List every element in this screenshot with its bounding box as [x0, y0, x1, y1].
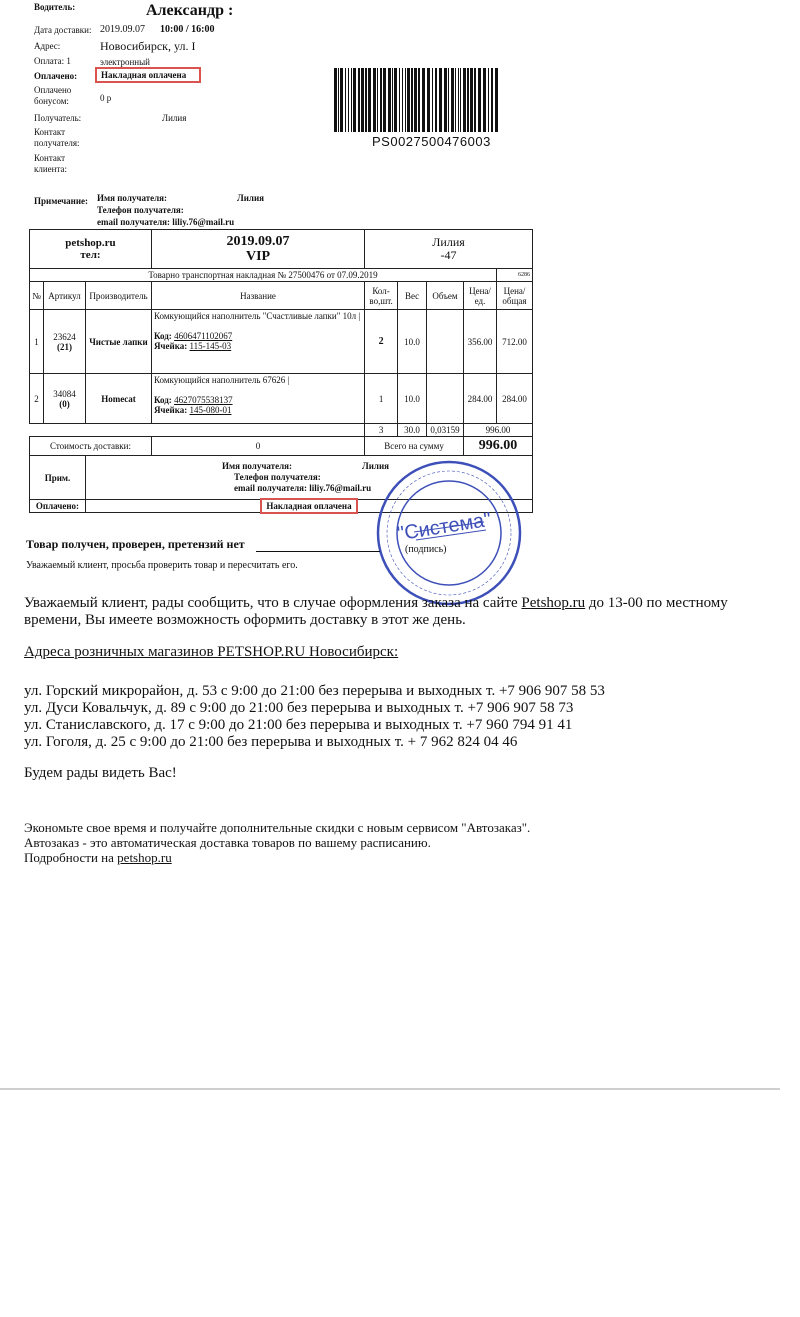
barcode-bar: [478, 68, 481, 132]
bonus-value: 0 р: [100, 93, 112, 103]
col-weight: Вес: [398, 282, 427, 310]
product-code: 4606471102067: [174, 331, 233, 341]
shop-name: petshop.ru: [65, 237, 116, 249]
barcode-bar: [418, 68, 420, 132]
col-qty: Кол-во,шт.: [365, 282, 398, 310]
store-line: ул. Станиславского, д. 17 с 9:00 до 21:00 без перерыва и выходных т. +7 960 794 91 41: [24, 717, 573, 733]
barcode-bar: [455, 68, 456, 132]
contact-recipient-label-2: получателя:: [34, 138, 80, 148]
contact-client-label-2: клиента:: [34, 164, 68, 174]
row-producer: Чистые лапки: [85, 310, 151, 374]
sum-label: Всего на сумму: [365, 437, 464, 456]
waybill-title: Товарно транспортная накладная № 27500476 от 07.09.2019: [30, 269, 497, 282]
barcode-bar: [394, 68, 397, 132]
article-code: 34084: [53, 388, 76, 399]
barcode-bar: [340, 68, 343, 132]
article-code: 23624: [53, 331, 76, 342]
delivery-time: 10:00 / 16:00: [160, 24, 215, 35]
barcode-bar: [334, 68, 337, 132]
delivery-date: 2019.09.07: [100, 24, 145, 35]
table-paid-label: Оплачено:: [30, 500, 86, 513]
barcode-bar: [405, 68, 406, 132]
barcode-bar: [435, 68, 437, 132]
note-name-label: Имя получателя:: [97, 193, 168, 203]
invoice-date-cell: [151, 230, 364, 269]
totals-qty: 3: [365, 424, 398, 437]
barcode-bar: [460, 68, 461, 132]
barcode-bar: [495, 68, 498, 132]
row-name: [151, 310, 364, 374]
row-weight: 10.0: [398, 374, 427, 424]
promo-text: Подробности на: [24, 850, 118, 865]
promo-line-2: Автозаказ - это автоматическая доставка товаров по вашему расписанию.: [24, 835, 431, 850]
row-total: 712.00: [496, 310, 532, 374]
prim-phone-label: Телефон получателя:: [233, 472, 321, 482]
row-qty: 1: [365, 374, 398, 424]
client-cell: [365, 230, 533, 269]
totals-row: [30, 424, 533, 437]
row-total: 284.00: [496, 374, 532, 424]
stores-title: Адреса розничных магазинов PETSHOP.RU Новосибирск:: [24, 644, 399, 660]
row-num: 1: [30, 310, 44, 374]
cell-label: Ячейка:: [153, 341, 188, 351]
row-producer: Homecat: [85, 374, 151, 424]
barcode-bar: [411, 68, 413, 132]
row-volume: [427, 374, 464, 424]
col-price: Цена/ед.: [464, 282, 497, 310]
col-producer: Производитель: [85, 282, 151, 310]
code-label: Код:: [153, 331, 172, 341]
barcode-bar: [432, 68, 433, 132]
barcode-bar: [373, 68, 376, 132]
barcode-bar: [488, 68, 489, 132]
delivery-cost-label: Стоимость доставки:: [30, 437, 152, 456]
promo-link[interactable]: petshop.ru: [117, 850, 172, 865]
col-num: №: [30, 282, 44, 310]
product-code: 4627075538137: [174, 395, 233, 405]
note-email-label: email получателя: liliy.76@mail.ru: [97, 217, 235, 227]
driver-label: Водитель:: [34, 2, 76, 12]
table-paid-status-badge: Накладная оплачена: [260, 498, 357, 514]
message-line-2: времени, Вы имеете возможность оформить доставку в этот же день.: [24, 612, 466, 628]
barcode-bar: [402, 68, 403, 132]
invoice-date: 2019.09.07: [226, 234, 290, 249]
barcode-bar: [338, 68, 339, 132]
product-cell: 115-145-03: [189, 341, 232, 351]
barcode-bar: [467, 68, 469, 132]
barcode-bar: [448, 68, 449, 132]
barcode-bar: [388, 68, 391, 132]
row-price: 356.00: [464, 310, 497, 374]
product-name: Комкующийся наполнитель "Счастливые лапки" 10л |: [153, 311, 361, 321]
prim-name-value: Лилия: [362, 461, 389, 471]
row-price: 284.00: [464, 374, 497, 424]
payment-label: Оплата: 1: [34, 56, 71, 66]
bonus-label-2: бонусом:: [34, 96, 69, 106]
row-volume: [427, 310, 464, 374]
barcode-bar: [392, 68, 393, 132]
recipient-value: Лилия: [162, 113, 187, 123]
barcode-bar: [439, 68, 442, 132]
barcode-bar: [399, 68, 400, 132]
col-volume: Объем: [427, 282, 464, 310]
totals-spacer: [30, 424, 365, 437]
store-line: ул. Дуси Ковальчук, д. 89 с 9:00 до 21:00 без перерыва и выходных т. +7 906 907 58 73: [24, 700, 574, 716]
barcode-bar: [368, 68, 371, 132]
invoice-vip: VIP: [245, 249, 271, 264]
delivery-date-label: Дата доставки:: [34, 25, 92, 35]
barcode-bar: [458, 68, 459, 132]
message-text-b: до 13-00 по местному: [585, 595, 728, 611]
store-line: ул. Гоголя, д. 25 с 9:00 до 21:00 без перерыва и выходных т. + 7 962 824 04 46: [24, 734, 518, 750]
totals-weight: 30.0: [398, 424, 427, 437]
barcode-bar: [414, 68, 417, 132]
closing-text: Будем рады видеть Вас!: [24, 765, 177, 781]
note-email-value: liliy.76@mail.ru: [172, 217, 235, 227]
article-sub: (21): [56, 341, 72, 352]
client-code: -47: [440, 248, 457, 262]
col-total: Цена/общая: [496, 282, 532, 310]
product-cell: 145-080-01: [189, 405, 232, 415]
row-article: [43, 374, 85, 424]
note-label: Примечание:: [34, 196, 89, 206]
driver-name: Александр :: [146, 2, 234, 19]
contact-recipient-label-1: Контакт: [34, 127, 66, 137]
row-weight: 10.0: [398, 310, 427, 374]
cell-label: Ячейка:: [153, 405, 188, 415]
contact-client-label-1: Контакт: [34, 153, 66, 163]
paid-label: Оплачено:: [34, 71, 78, 81]
barcode-bar: [470, 68, 473, 132]
payment-value: электронный: [100, 57, 150, 67]
signature-label: (подпись): [405, 544, 447, 555]
receipt-title: Товар получен, проверен, претензий нет: [26, 537, 245, 551]
barcode-bar: [345, 68, 346, 132]
store-line: ул. Горский микрорайон, д. 53 с 9:00 до 21:00 без перерыва и выходных т. +7 906 907 58 53: [24, 683, 605, 699]
totals-volume: 0,03159: [427, 424, 464, 437]
recipient-label: Получатель:: [34, 113, 82, 123]
small-code: 6286: [496, 269, 532, 282]
barcode-bar: [380, 68, 382, 132]
prim-name-label: Имя получателя:: [221, 461, 292, 471]
barcode-bar: [383, 68, 386, 132]
signature-line: [256, 551, 380, 552]
address-label: Адрес:: [34, 41, 61, 51]
barcode-bar: [474, 68, 476, 132]
table-row: [30, 374, 533, 424]
page-edge: [0, 1088, 780, 1090]
totals-total: 996.00: [464, 424, 533, 437]
barcode-bar: [491, 68, 493, 132]
message-line-1: [24, 595, 784, 612]
barcode-bar: [422, 68, 425, 132]
promo-line-3: [24, 850, 172, 866]
product-name: Комкующийся наполнитель 67626 |: [153, 375, 290, 385]
barcode-bar: [463, 68, 466, 132]
barcode-bar: [353, 68, 356, 132]
article-sub: (0): [59, 398, 70, 409]
barcode-number: PS0027500476003: [372, 134, 491, 149]
shop-cell: [30, 230, 152, 269]
note-phone-label: Телефон получателя:: [97, 205, 184, 215]
table-row: [30, 310, 533, 374]
barcode-bar: [361, 68, 364, 132]
col-name: Название: [151, 282, 364, 310]
barcode-bar: [451, 68, 454, 132]
prim-email-value: liliy.76@mail.ru: [309, 483, 372, 493]
address-value: Новосибирск, ул. I: [100, 39, 196, 53]
client-name: Лилия: [432, 235, 465, 249]
stamp-center-text: "Система": [395, 508, 493, 546]
prim-label: Прим.: [30, 456, 86, 500]
barcode-bar: [348, 68, 349, 132]
barcode-bar: [351, 68, 352, 132]
barcode-bar: [407, 68, 410, 132]
note-name-value: Лилия: [237, 193, 264, 203]
code-label: Код:: [153, 395, 172, 405]
petshop-link[interactable]: Petshop.ru: [521, 595, 586, 611]
delivery-cost: 0: [151, 437, 364, 456]
col-article: Артикул: [43, 282, 85, 310]
barcode-bar: [377, 68, 378, 132]
barcode-bar: [365, 68, 367, 132]
promo-line-1: Экономьте свое время и получайте дополнительные скидки с новым сервисом "Автозаказ".: [24, 820, 531, 835]
barcode-bar: [444, 68, 447, 132]
barcode-bar: [483, 68, 486, 132]
row-article: [43, 310, 85, 374]
sum-value: 996.00: [464, 437, 533, 456]
message-text-a: Уважаемый клиент, рады сообщить, что в случае оформления заказа на сайте: [24, 595, 522, 611]
barcode: [334, 68, 500, 132]
bonus-label-1: Оплачено: [34, 85, 72, 95]
row-num: 2: [30, 374, 44, 424]
shop-tel-label: тел:: [80, 249, 101, 261]
barcode-bar: [427, 68, 430, 132]
row-name: [151, 374, 364, 424]
row-qty: 2: [365, 310, 398, 374]
receipt-subtitle: Уважаемый клиент, просьба проверить товар и пересчитать его.: [26, 560, 298, 571]
barcode-bar: [358, 68, 360, 132]
paid-status-badge: Накладная оплачена: [95, 67, 201, 83]
prim-email-label: email получателя:: [233, 483, 307, 493]
